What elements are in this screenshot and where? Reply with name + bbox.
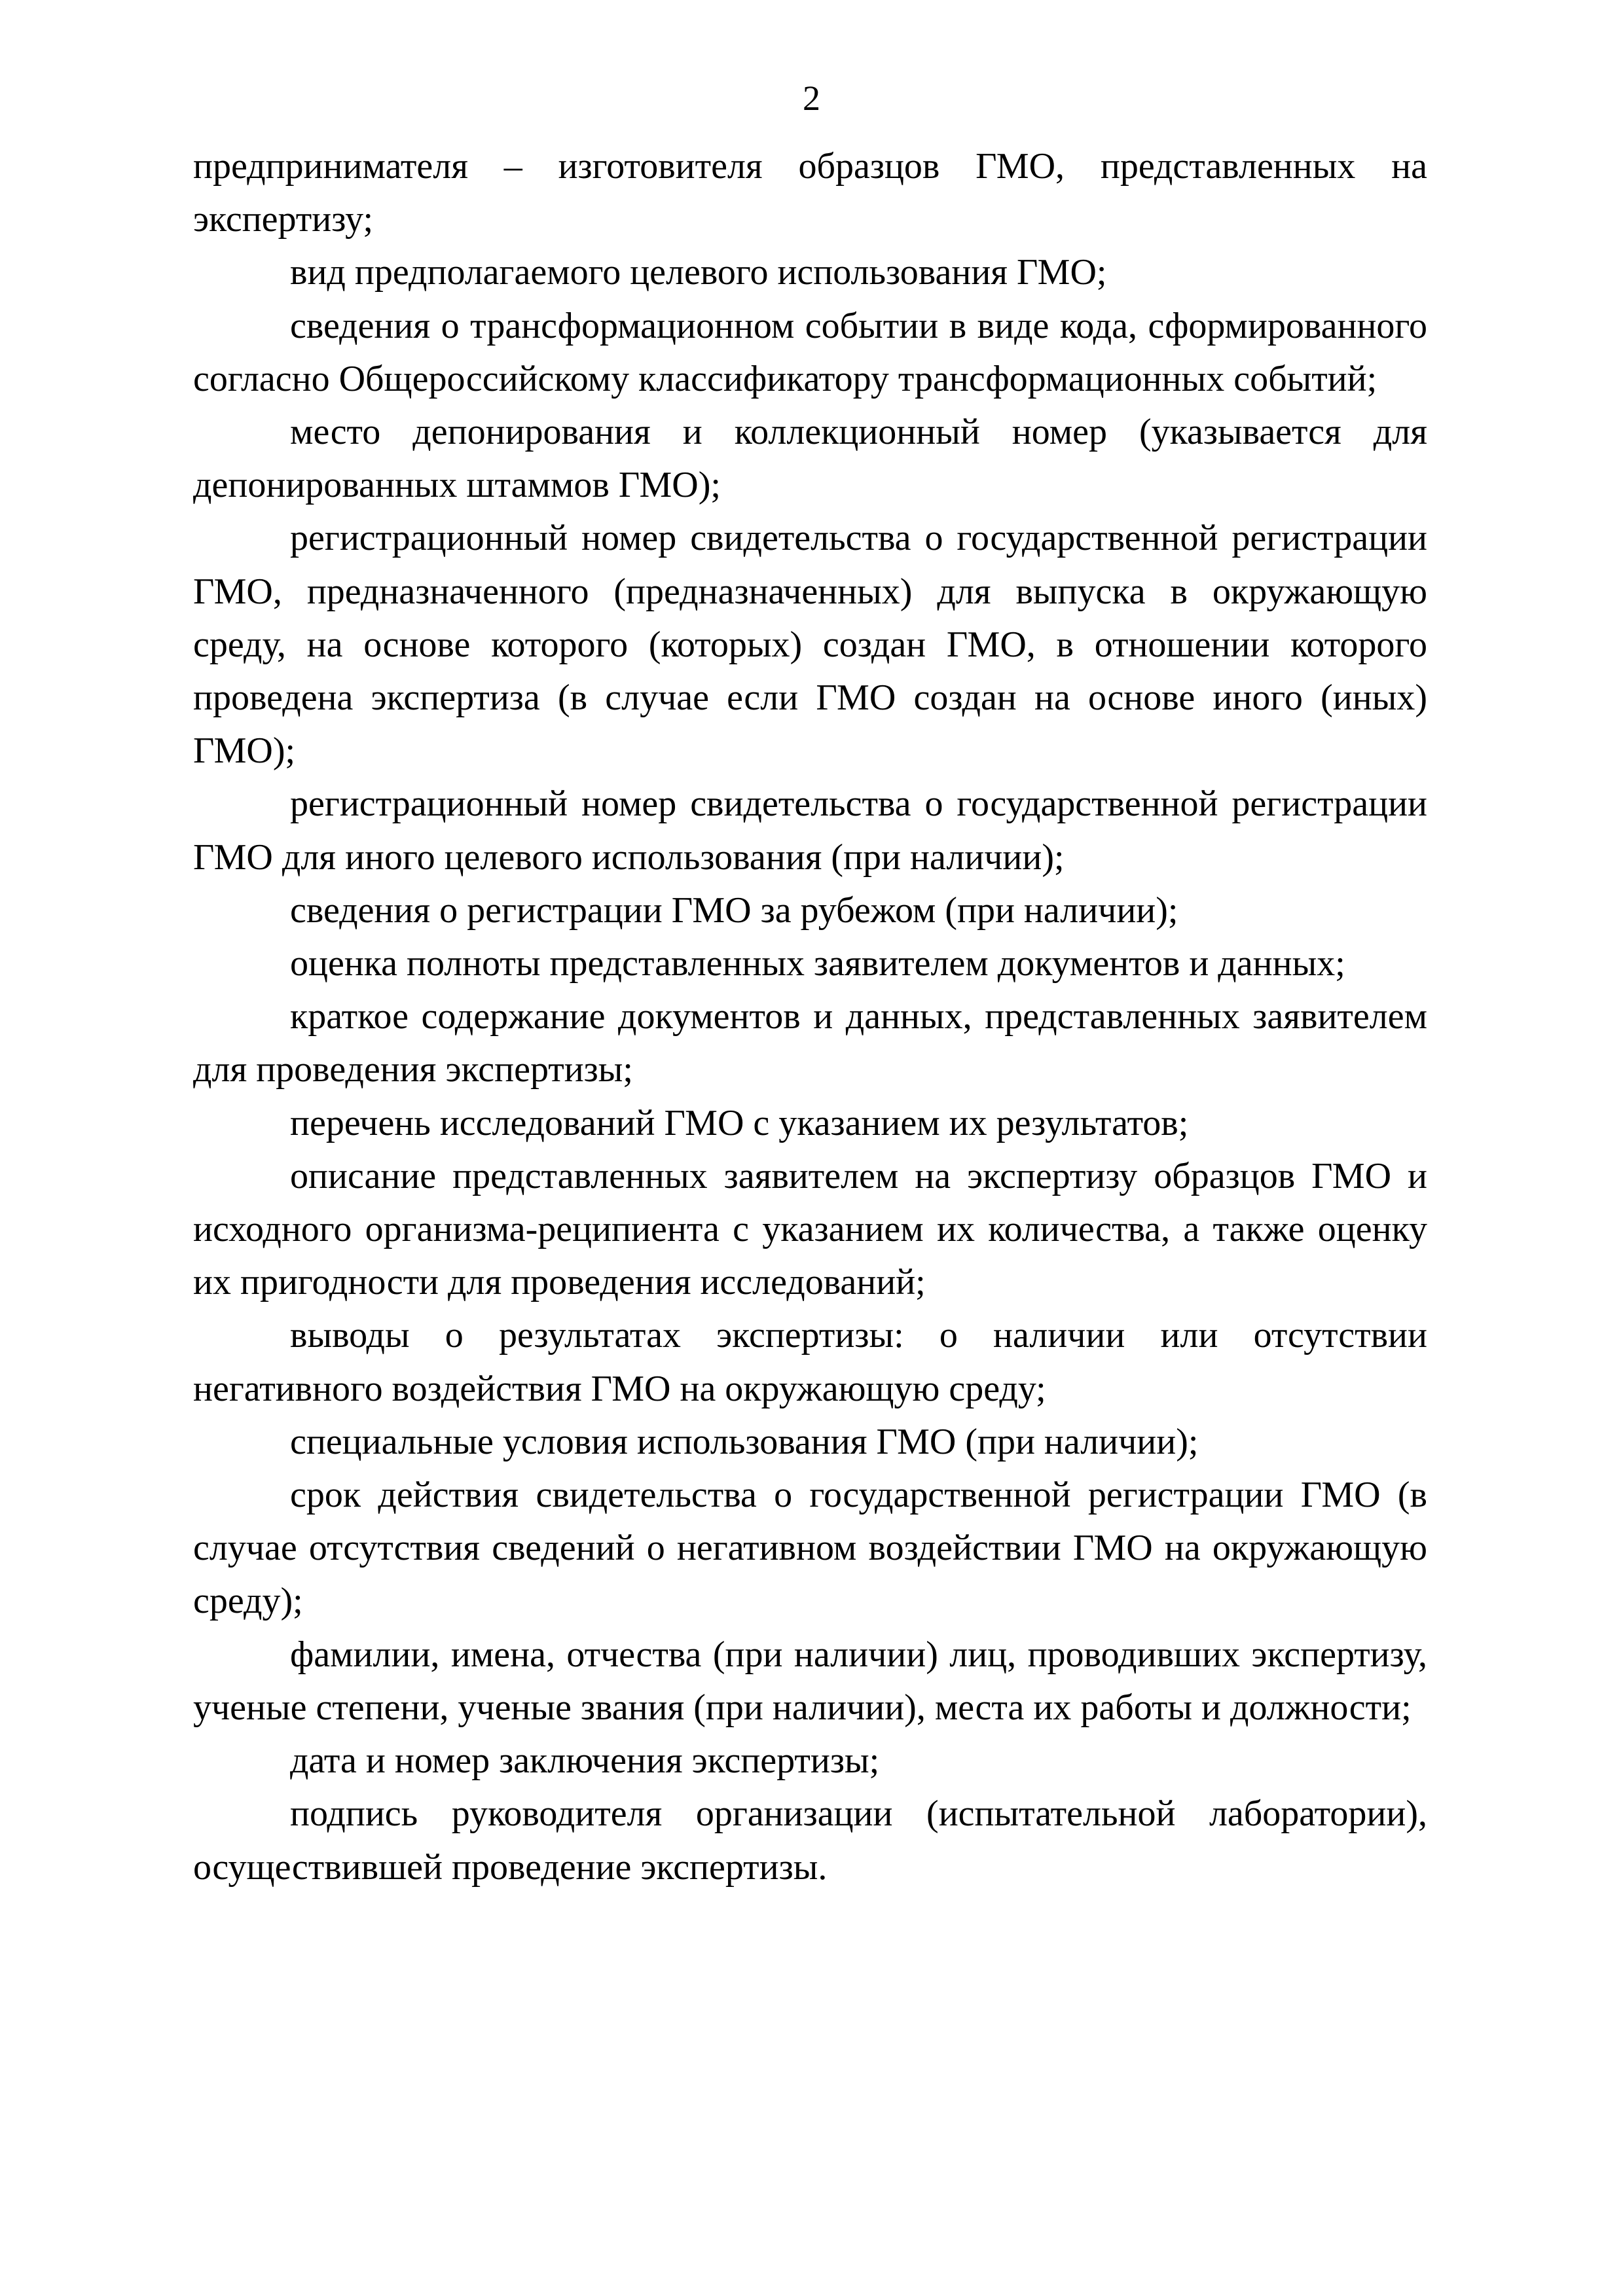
paragraph-research-list: перечень исследований ГМО с указанием их результатов; <box>290 1102 1189 1143</box>
paragraph-transformation-event: сведения о трансформационном событии в виде кода, сформированного согласно Общероссийскому классификатору трансформационных событий; <box>193 305 1427 399</box>
paragraph-registration-number-environment: регистрационный номер свидетельства о государственной регистрации ГМО, предназначенного (предназначенных) для выпуска в окружающую среду, на основе которого (которых) создан ГМО, в отношении которого проведена экспертиза (в случае если ГМО создан на основе иного (иных) ГМО); <box>193 518 1427 772</box>
paragraph-continuation: предпринимателя – изготовителя образцов ГМО, представленных на экспертизу; <box>193 146 1427 240</box>
paragraph-date-number: дата и номер заключения экспертизы; <box>290 1740 880 1782</box>
paragraph-conclusions: выводы о результатах экспертизы: о наличии или отсутствии негативного воздействия ГМО на окружающую среду; <box>193 1315 1427 1409</box>
paragraph-gmo-use-type: вид предполагаемого целевого использования ГМО; <box>290 252 1107 293</box>
paragraph-completeness-assessment: оценка полноты представленных заявителем документов и данных; <box>290 943 1345 984</box>
paragraph-samples-description: описание представленных заявителем на экспертизу образцов ГМО и исходного организма-реципиента с указанием их количества, а также оценку их пригодности для проведения исследований; <box>193 1155 1427 1303</box>
paragraph-deposit-place: место депонирования и коллекционный номер (указывается для депонированных штаммов ГМО); <box>193 412 1427 506</box>
document-body <box>193 140 1427 1894</box>
paragraph-documents-summary: краткое содержание документов и данных, представленных заявителем для проведения экспертизы; <box>193 996 1427 1090</box>
paragraph-special-conditions: специальные условия использования ГМО (при наличии); <box>290 1421 1199 1462</box>
paragraph-validity-period: срок действия свидетельства о государственной регистрации ГМО (в случае отсутствия сведений о негативном воздействии ГМО на окружающую среду); <box>193 1475 1427 1622</box>
paragraph-registration-number-other-use: регистрационный номер свидетельства о государственной регистрации ГМО для иного целевого использования (при наличии); <box>193 783 1427 878</box>
paragraph-experts: фамилии, имена, отчества (при наличии) лиц, проводивших экспертизу, ученые степени, ученые звания (при наличии), места их работы и должности; <box>193 1634 1427 1728</box>
paragraph-signature: подпись руководителя организации (испытательной лаборатории), осуществившей проведение экспертизы. <box>193 1793 1427 1888</box>
page-number: 2 <box>803 79 820 118</box>
paragraph-foreign-registration: сведения о регистрации ГМО за рубежом (при наличии); <box>290 889 1178 931</box>
